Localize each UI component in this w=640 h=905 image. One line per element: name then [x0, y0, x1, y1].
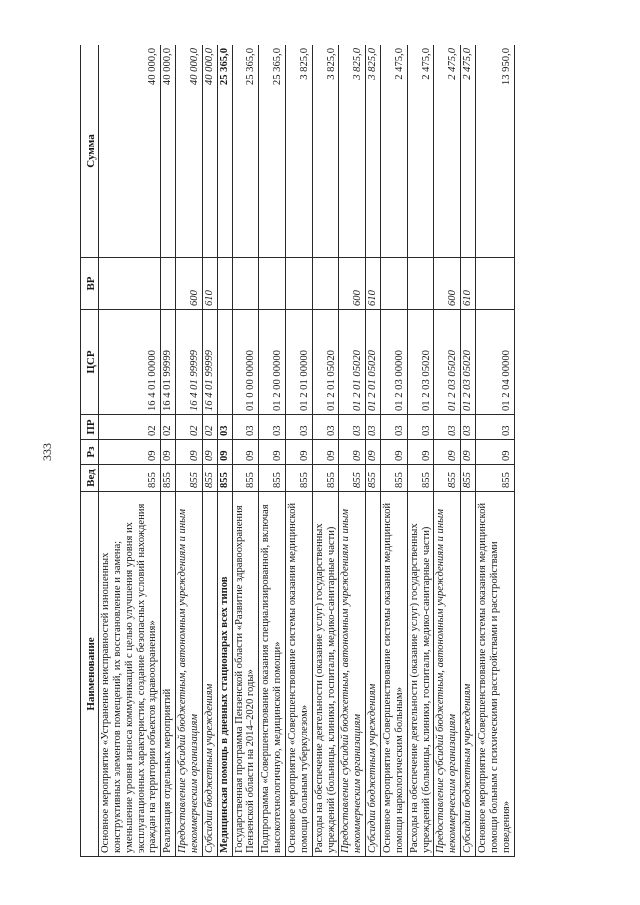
table-row [176, 45, 203, 857]
row-ved: 855 [176, 465, 203, 492]
row-name: Предоставление субсидий бюджетным, автономным учреждениям и иным некоммерческим организациям [339, 492, 366, 857]
row-csr: 01 2 00 00000 [259, 310, 286, 415]
row-vr [259, 258, 286, 310]
row-csr: 16 4 01 99999 [176, 310, 203, 415]
header-name: Наименование [81, 492, 99, 857]
header-rz: Рз [81, 440, 99, 465]
row-csr: 01 2 03 05020 [434, 310, 461, 415]
row-rz: 09 [312, 440, 339, 465]
row-vr: 600 [434, 258, 461, 310]
header-pr: ПР [81, 415, 99, 440]
table-body [99, 45, 515, 857]
row-pr: 02 [176, 415, 203, 440]
row-rz: 09 [339, 440, 366, 465]
row-rz: 09 [461, 440, 476, 465]
row-rz: 09 [366, 440, 381, 465]
row-ved: 855 [366, 465, 381, 492]
row-pr: 03 [286, 415, 313, 440]
row-name: Субсидии бюджетным учреждениям [202, 492, 217, 857]
header-vr: ВР [81, 258, 99, 310]
row-sum: 3 825,0 [312, 45, 339, 258]
table-row [339, 45, 366, 857]
row-csr: 01 2 01 00000 [286, 310, 313, 415]
row-vr [407, 258, 434, 310]
row-rz: 09 [176, 440, 203, 465]
table-row [312, 45, 339, 857]
row-sum: 2 475,0 [434, 45, 461, 258]
row-vr [312, 258, 339, 310]
row-name: Расходы на обеспечение деятельности (оказание услуг) государственных учреждений (больницы, клиники, госпитали, медико-санитарные части) [407, 492, 434, 857]
row-vr [381, 258, 408, 310]
table-row [461, 45, 476, 857]
row-pr: 03 [381, 415, 408, 440]
row-vr [232, 258, 259, 310]
row-ved: 855 [217, 465, 232, 492]
table-row [217, 45, 232, 857]
table-row [366, 45, 381, 857]
row-ved: 855 [232, 465, 259, 492]
row-ved: 855 [407, 465, 434, 492]
row-pr: 02 [161, 415, 176, 440]
row-rz: 09 [217, 440, 232, 465]
row-rz: 09 [232, 440, 259, 465]
row-csr: 01 2 03 05020 [407, 310, 434, 415]
row-pr: 02 [202, 415, 217, 440]
row-name: Подпрограмма «Совершенствование оказания специализированной, включая высокотехнологичную, медицинской помощи» [259, 492, 286, 857]
header-ved: Вед [81, 465, 99, 492]
table-row [407, 45, 434, 857]
row-vr [286, 258, 313, 310]
row-sum: 40 000,0 [202, 45, 217, 258]
row-name: Предоставление субсидий бюджетным, автономным учреждениям и иным некоммерческим организациям [434, 492, 461, 857]
row-csr: 01 2 04 00000 [476, 310, 515, 415]
row-pr: 03 [366, 415, 381, 440]
row-sum: 40 000,0 [161, 45, 176, 258]
row-vr [161, 258, 176, 310]
row-pr: 03 [217, 415, 232, 440]
row-csr: 01 0 00 00000 [232, 310, 259, 415]
table-header-row [81, 45, 99, 857]
row-csr: 01 2 01 05020 [312, 310, 339, 415]
row-sum: 25 365,0 [259, 45, 286, 258]
row-ved: 855 [286, 465, 313, 492]
row-rz: 09 [434, 440, 461, 465]
row-vr [99, 258, 161, 310]
row-rz: 09 [381, 440, 408, 465]
table-row [381, 45, 408, 857]
header-sum: Сумма [81, 45, 99, 258]
row-sum: 25 365,0 [232, 45, 259, 258]
row-sum: 13 950,0 [476, 45, 515, 258]
row-pr: 03 [476, 415, 515, 440]
row-sum: 2 475,0 [381, 45, 408, 258]
row-vr: 600 [176, 258, 203, 310]
row-csr: 16 4 01 00000 [99, 310, 161, 415]
row-vr: 610 [202, 258, 217, 310]
row-sum: 40 000,0 [99, 45, 161, 258]
table-sheet [80, 45, 625, 857]
table-row [259, 45, 286, 857]
row-ved: 855 [339, 465, 366, 492]
row-pr: 03 [232, 415, 259, 440]
row-name: Субсидии бюджетным учреждениям [366, 492, 381, 857]
row-name: Реализация отдельных мероприятий [161, 492, 176, 857]
row-sum: 2 475,0 [461, 45, 476, 258]
table-row [434, 45, 461, 857]
row-csr: 01 2 03 00000 [381, 310, 408, 415]
row-rz: 09 [259, 440, 286, 465]
row-ved: 855 [434, 465, 461, 492]
row-name: Расходы на обеспечение деятельности (оказание услуг) государственных учреждений (больницы, клиники, госпитали, медико-санитарные части) [312, 492, 339, 857]
row-rz: 09 [99, 440, 161, 465]
row-csr: 16 4 01 99999 [202, 310, 217, 415]
row-vr: 600 [339, 258, 366, 310]
row-vr: 610 [366, 258, 381, 310]
row-ved: 855 [312, 465, 339, 492]
table-row [99, 45, 161, 857]
row-ved: 855 [476, 465, 515, 492]
row-rz: 09 [407, 440, 434, 465]
page-number: 333 [40, 443, 54, 461]
row-ved: 855 [202, 465, 217, 492]
table-row [161, 45, 176, 857]
row-vr: 610 [461, 258, 476, 310]
row-name: Медицинская помощь в дневных стационарах всех типов [217, 492, 232, 857]
row-sum: 2 475,0 [407, 45, 434, 258]
row-name: Основное мероприятие «Совершенствование системы оказания медицинской помощи наркологическим больным» [381, 492, 408, 857]
row-sum: 3 825,0 [286, 45, 313, 258]
row-ved: 855 [259, 465, 286, 492]
row-pr: 03 [339, 415, 366, 440]
table-row [476, 45, 515, 857]
row-name: Субсидии бюджетным учреждениям [461, 492, 476, 857]
row-rz: 09 [161, 440, 176, 465]
row-sum: 40 000,0 [176, 45, 203, 258]
row-rz: 09 [286, 440, 313, 465]
row-ved: 855 [99, 465, 161, 492]
row-csr: 01 2 01 05020 [339, 310, 366, 415]
row-csr: 16 4 01 99999 [161, 310, 176, 415]
row-sum: 3 825,0 [366, 45, 381, 258]
row-name: Основное мероприятие «Совершенствование системы оказания медицинской помощи больным с психическими расстройствами и расстройствами поведения» [476, 492, 515, 857]
row-name: Предоставление субсидий бюджетным, автономным учреждениям и иным некоммерческим организациям [176, 492, 203, 857]
row-csr: 01 2 01 05020 [366, 310, 381, 415]
row-pr: 02 [99, 415, 161, 440]
row-name: Основное мероприятие «Совершенствование системы оказания медицинской помощи больным туберкулезом» [286, 492, 313, 857]
header-csr: ЦСР [81, 310, 99, 415]
row-rz: 09 [476, 440, 515, 465]
row-pr: 03 [259, 415, 286, 440]
table-row [202, 45, 217, 857]
row-rz: 09 [202, 440, 217, 465]
row-pr: 03 [461, 415, 476, 440]
row-ved: 855 [161, 465, 176, 492]
row-sum: 25 365,0 [217, 45, 232, 258]
budget-table [80, 45, 515, 857]
row-pr: 03 [434, 415, 461, 440]
row-ved: 855 [381, 465, 408, 492]
table-row [286, 45, 313, 857]
row-ved: 855 [461, 465, 476, 492]
row-sum: 3 825,0 [339, 45, 366, 258]
row-pr: 03 [312, 415, 339, 440]
row-pr: 03 [407, 415, 434, 440]
row-csr: 01 2 03 05020 [461, 310, 476, 415]
row-csr [217, 310, 232, 415]
row-name: Государственная программа Пензенской области «Развитие здравоохранения Пензенской области на 2014–2020 годы» [232, 492, 259, 857]
row-vr [476, 258, 515, 310]
rotated-table-container [80, 45, 625, 857]
table-row [232, 45, 259, 857]
row-vr [217, 258, 232, 310]
row-name: Основное мероприятие «Устранение неисправностей изношенных конструктивных элементов помещений, их восстановление и замена; уменьшение уровня износа коммуникаций с целью улучшения уровня их эксплуатационных характеристик, создание безопасных условий нахождения граждан на территории объектов здравоохранения» [99, 492, 161, 857]
